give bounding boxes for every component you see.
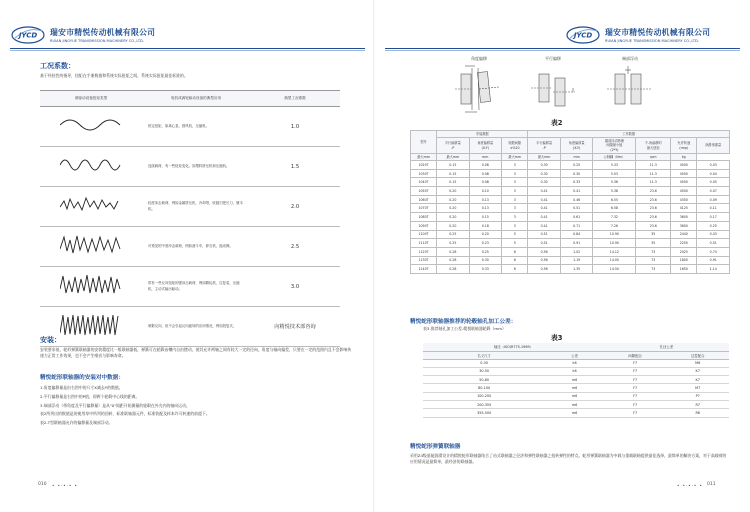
spec-cell: 1.02 [560, 247, 592, 256]
fit-cell: m6 [545, 384, 604, 392]
spec-cell: 0.91 [697, 256, 730, 265]
spec-cell: 0.25 [469, 247, 501, 256]
spec-unit: rpm [636, 153, 671, 160]
bore-tolerance-subtitle: 表3-推荐轴孔加工公差-精悦联轴器轮毂（mm） [423, 326, 506, 331]
model-cell: 1140T [411, 265, 437, 274]
model-cell: 1070T [411, 204, 437, 213]
spec-cell: 0.74 [697, 247, 730, 256]
spec-cell: 5.03 [593, 169, 636, 178]
spec-cell: 0.51 [528, 230, 560, 239]
fit-col-header: 过盈配合 [666, 351, 729, 359]
company-name-cn: 瑞安市精悦传动机械有限公司 [50, 28, 156, 37]
fit-cell: 80-100 [423, 384, 545, 392]
group-install-data: 安装数据 [437, 131, 528, 138]
spec-cell: 0.41 [528, 213, 560, 222]
spec-cell: 0.23 [469, 239, 501, 248]
service-factor-value: 1.0 [250, 107, 340, 147]
spec-col-header: 角度偏移量 (X-Y) [469, 138, 501, 154]
spec-cell: 4350 [671, 195, 697, 204]
table-row [40, 227, 340, 267]
spec-col-header: 润滑剂重量 [697, 138, 730, 154]
spec-cell: 0.20 [437, 204, 469, 213]
model-cell: 1110T [411, 239, 437, 248]
table-row [411, 239, 730, 248]
install-title: 安装： [40, 336, 61, 344]
company-logo [10, 24, 46, 46]
group-shaft-dia: 轴径（ISO/R775-1969） [423, 343, 604, 351]
spec-col-header: 允许转速 (rmp) [671, 138, 697, 154]
spec-cell: 6 [502, 247, 528, 256]
logo-text: JYCD [18, 31, 38, 40]
spec-cell: 0.08 [469, 161, 501, 170]
service-factor-value: 2.5 [250, 227, 340, 267]
table2-caption: 表2 [551, 119, 563, 127]
fit-col-header: 名义尺寸 [423, 351, 545, 359]
fit-cell: 355-500 [423, 409, 545, 417]
fit-cell: 50-80 [423, 376, 545, 384]
footer-dots-left: • •·•·• • [52, 483, 78, 488]
spec-cell: 23.6 [636, 187, 671, 196]
spec-cell: 1.14 [697, 265, 730, 274]
work-condition-title: 工况系数： [40, 62, 75, 70]
spec-cell: 0.51 [560, 204, 592, 213]
spec-cell: 5.36 [593, 178, 636, 187]
spec-cell: 5 [502, 230, 528, 239]
spec-cell: 5.38 [593, 187, 636, 196]
spec-cell: 0.17 [697, 213, 730, 222]
service-factor-value: 向精悦技术部咨询 [250, 307, 340, 347]
fit-cell: M6 [666, 359, 729, 367]
table-row [411, 256, 730, 265]
spec-cell: 23.6 [636, 221, 671, 230]
fit-cell: F7 [604, 384, 667, 392]
fit-cell: k6 [545, 367, 604, 375]
fit-cell: F7 [604, 367, 667, 375]
spec-unit: 最大mm [528, 153, 560, 160]
spec-unit: mm [560, 153, 592, 160]
spec-cell: 3 [502, 178, 528, 187]
fit-cell: F7 [604, 392, 667, 400]
spec-cell: 6.58 [593, 204, 636, 213]
logo-text: JYCD [573, 31, 593, 40]
table-row [423, 409, 729, 417]
typical-application: 连续载荷，有一些扭矩变化。如塑料挤压机和压缩机。 [142, 147, 250, 187]
table-row [40, 307, 340, 347]
typical-application: 可预见的中度冲击载荷，例如凿斗车，碎石机，振动筛。 [142, 227, 250, 267]
spec-unit: 最大mm [411, 153, 437, 160]
company-logo [565, 24, 601, 46]
table-row [423, 359, 729, 367]
spec-cell: 11.3 [636, 161, 671, 170]
spec-cell: 0.56 [528, 265, 560, 274]
model-cell: 1100T [411, 230, 437, 239]
spec-cell: 2440 [671, 230, 697, 239]
table-row [411, 221, 730, 230]
spec-cell: 2250 [671, 239, 697, 248]
col-typical-app: 电机或涡轮驱动设备的典型应用 [142, 91, 250, 107]
page-number-right: 011 [707, 482, 716, 487]
spec-cell: 3 [502, 221, 528, 230]
spec-col-header: 端部浮动物理 间隙最小值 (2*Y) [593, 138, 636, 154]
spec-cell: 14.50 [593, 265, 636, 274]
spec-cell: 73 [636, 256, 671, 265]
header-rule [10, 48, 365, 49]
spec-cell: 6 [502, 256, 528, 265]
table-row [40, 147, 340, 187]
brand-header-left [10, 24, 155, 46]
spec-cell: 3 [502, 204, 528, 213]
spec-cell: 0.08 [469, 178, 501, 187]
spec-cell: 0.10 [469, 187, 501, 196]
spec-cell: 3 [502, 161, 528, 170]
spec-cell: 0.41 [560, 187, 592, 196]
spring-coupling-text: 采用Z4级基能润滑设计的精悦蛇形联轴器结合了齿式联轴器之径济和弹性联轴器之扭转弹性的特点。蛇形弹簧联轴器为中载与重载联轴提供最佳选择，最简单的解决方案，对于高载荷的应用情况是最简单，最经济的联轴器。 [410, 453, 727, 465]
angular-misalignment-icon [455, 66, 499, 112]
spec-col-header: 角度偏移量 (X-Y) [560, 138, 592, 154]
spec-cell: 11.3 [636, 169, 671, 178]
spec-col-header: 不-角偏移时 最大扭矩 [636, 138, 671, 154]
spec-cell: 0.43 [697, 230, 730, 239]
spec-cell: 73 [636, 247, 671, 256]
model-cell: 1060T [411, 195, 437, 204]
parallel-misalignment-icon [531, 74, 575, 106]
fit-cell: F7 [604, 359, 667, 367]
spec-cell: 10.90 [593, 239, 636, 248]
install-step: 表2所列出的数值是的使用寿中所列的回转，标准联轴器元件，标准装配及样本许可转速的前提下。 [40, 411, 210, 417]
spec-cell: 7.32 [593, 213, 636, 222]
table-row [423, 376, 729, 384]
header-rule-thin [385, 50, 740, 51]
page-number-left: 010 [38, 482, 47, 487]
spec-cell: 0.20 [437, 195, 469, 204]
spec-cell: 0.25 [560, 161, 592, 170]
spec-unit: 最大mm [437, 153, 469, 160]
spec-cell: 0.20 [437, 213, 469, 222]
bore-tolerance-table [423, 343, 729, 418]
install-align-subtitle: 精悦蛇形联轴器的安装对中数据： [40, 375, 124, 381]
fit-cell: F7 [604, 400, 667, 408]
spec-cell: 23.6 [636, 195, 671, 204]
fit-cell: R8 [666, 409, 729, 417]
spec-cell: 0.09 [697, 195, 730, 204]
company-name-en: RUIAN JINGYUE TRANSMISSION MACHINERY CO.,LTD. [50, 39, 144, 43]
table-row [411, 265, 730, 274]
spec-cell: 1.35 [560, 265, 592, 274]
spec-cell: 0.33 [469, 265, 501, 274]
spec-cell: 0.41 [528, 195, 560, 204]
table3-caption: 表3 [551, 334, 563, 342]
brand-header-right [565, 24, 710, 46]
spec-cell: 0.28 [437, 256, 469, 265]
table-row [411, 204, 730, 213]
fit-cell: R7 [666, 400, 729, 408]
misalignment-diagrams [455, 62, 675, 116]
service-factor-value: 3.0 [250, 267, 340, 307]
spec-cell: 0.46 [560, 195, 592, 204]
spec-cell: 11.3 [636, 178, 671, 187]
spec-cell: 0.30 [469, 256, 501, 265]
spec-cell: 0.15 [469, 213, 501, 222]
group-work-data: 工作数据 [528, 131, 730, 138]
col-torque-type: 被驱动设备扭矩类型 [40, 91, 142, 107]
spiky-wave-icon [40, 267, 142, 307]
group-hole-tolerance: 孔径公差 [604, 343, 729, 351]
right-page [375, 0, 750, 512]
spec-cell: 1.19 [560, 256, 592, 265]
model-cell: 1050T [411, 187, 437, 196]
company-name-en: RUIAN JINGYUE TRANSMISSION MACHINERY CO.,LTD. [605, 39, 699, 43]
spec-col-header: 平行偏移量 -P [437, 138, 469, 154]
spec-cell: 2025 [671, 247, 697, 256]
spec-cell: 1650 [671, 265, 697, 274]
spec-cell: 0.30 [528, 178, 560, 187]
fit-cell: F7 [604, 409, 667, 417]
spec-cell: 0.08 [469, 169, 501, 178]
spec-cell: 0.03 [697, 161, 730, 170]
spec-cell: 0.41 [528, 204, 560, 213]
fit-cell: 0-30 [423, 359, 545, 367]
spec-cell: 4125 [671, 204, 697, 213]
install-step: 1.角度偏移量是由右图中的尺寸X减去Y的数值。 [40, 385, 123, 390]
spec-cell: 0.13 [469, 195, 501, 204]
spec-cell: 0.05 [697, 178, 730, 187]
spec-cell: 0.15 [437, 169, 469, 178]
typical-application: 带有一些反向扭矩的强冲击载荷，例如精轧机，往复泵，压缩机，主动式输出驱动。 [142, 267, 250, 307]
spec-cell: 0.33 [560, 178, 592, 187]
spec-cell: 23.6 [636, 204, 671, 213]
spec-cell: 0.28 [437, 247, 469, 256]
diagram-label-endfloat: 端部浮动 [622, 56, 638, 61]
spec-cell: 0.25 [437, 230, 469, 239]
spec-cell: 23.6 [636, 213, 671, 222]
medium-wave-icon [40, 147, 142, 187]
spec-cell: 0.07 [697, 187, 730, 196]
spec-cell: 1800 [671, 256, 697, 265]
table-row [411, 213, 730, 222]
table-row [411, 230, 730, 239]
model-cell: 1020T [411, 161, 437, 170]
spec-cell: 0.11 [697, 204, 730, 213]
fit-cell: m6 [545, 392, 604, 400]
fit-col-header: 公差 [545, 351, 604, 359]
spec-cell: 0.91 [560, 239, 592, 248]
spec-cell: 0.41 [528, 221, 560, 230]
typical-application: 恒定扭矩，如离心泵，鼓风机，压缩机。 [142, 107, 250, 147]
diagram-label-parallel: 平行偏移 [545, 56, 561, 61]
spec-cell: 4500 [671, 187, 697, 196]
table-row [40, 267, 340, 307]
spec-cell: 0.30 [528, 169, 560, 178]
spec-cell: 0.25 [697, 221, 730, 230]
spec-cell: 0.15 [437, 178, 469, 187]
spec-cell: 0.25 [437, 239, 469, 248]
service-factor-value: 2.0 [250, 187, 340, 227]
spec-cell: 0.15 [437, 161, 469, 170]
table-row [411, 187, 730, 196]
spec-cell: 3 [502, 169, 528, 178]
spec-cell: 73 [636, 265, 671, 274]
spec-cell: 0.56 [528, 247, 560, 256]
footer-dots-right: • •·•·• • [677, 483, 703, 488]
spec-cell: 0.13 [469, 204, 501, 213]
spec-cell: 0.20 [469, 230, 501, 239]
spec-cell: 0.61 [560, 213, 592, 222]
spec-cell: 3600 [671, 213, 697, 222]
spec-cell: 0.28 [437, 265, 469, 274]
spec-cell: 0.41 [528, 187, 560, 196]
spec-cell: 0.20 [437, 187, 469, 196]
spec-cell: 14.00 [593, 256, 636, 265]
spec-cell: 14.12 [593, 247, 636, 256]
fit-cell: 200-355 [423, 400, 545, 408]
col-service-factor: 典型工况系数 [250, 91, 340, 107]
spec-cell: 4500 [671, 169, 697, 178]
spring-coupling-title: 精悦蛇形弹簧联轴器 [410, 444, 461, 450]
spec-cell: 35 [636, 230, 671, 239]
work-condition-intro: 基于经验性的指导，扭矩在手册数值和系统实际扭矩之间，系统实际扭矩最佳标准的。 [40, 73, 188, 78]
table-row [411, 247, 730, 256]
table-row [411, 178, 730, 187]
spec-cell: 3600 [671, 221, 697, 230]
smooth-wave-icon [40, 107, 142, 147]
end-float-icon [607, 66, 651, 104]
spec-cell: 3 [502, 195, 528, 204]
spec-cell: 6 [502, 265, 528, 274]
spec-cell: 35 [636, 239, 671, 248]
install-text: 安装要求低，轮形弹簧联轴器的安装精度比一般联轴器低，弹簧可在轮毂齿槽内自由摆动，使其允许两轴之间有较大一定的径向，角度与轴向偏差，只要在一定的范围内且不会影响传递力正常工作效果，也不会产生噪音与影响寿命。 [40, 347, 352, 359]
spec-unit: mm [469, 153, 501, 160]
fit-cell: M7 [666, 384, 729, 392]
typical-application: 轻度冲击载荷，例如金属挤压机，冷却塔，收割扫把长刀，屠木机。 [142, 187, 250, 227]
header-rule-thin [10, 50, 365, 51]
fit-cell: k6 [545, 359, 604, 367]
fit-cell: F7 [604, 376, 667, 384]
table-row [411, 169, 730, 178]
spec-col-header: 平行偏移量 -P [528, 138, 560, 154]
diagram-label-angular: 角度偏移 [471, 56, 487, 61]
spec-cell: 4500 [671, 178, 697, 187]
typical-application: 频繁反向，但不会引起反向旋转的应用情况，例如投复式。 [142, 307, 250, 347]
table-row [411, 195, 730, 204]
spec-cell: 0.04 [697, 169, 730, 178]
spec-cell: 0.71 [560, 221, 592, 230]
model-cell: 1030T [411, 169, 437, 178]
misalignment-spec-table [410, 130, 730, 274]
install-step: 3.端部浮动（带角度及平行偏移量）是从"0"间距开始测量的轮毂在外壳内的轴向运动。 [40, 402, 190, 408]
spec-cell: 6.55 [593, 195, 636, 204]
spec-cell: 0.56 [528, 256, 560, 265]
fit-cell: m6 [545, 376, 604, 384]
table-row [423, 400, 729, 408]
fit-cell: m6 [545, 409, 604, 417]
spec-cell: 0.84 [560, 230, 592, 239]
service-factor-value: 1.5 [250, 147, 340, 187]
spec-cell: 7.26 [593, 221, 636, 230]
spec-cell: 10.90 [593, 230, 636, 239]
spec-cell: 5.33 [593, 161, 636, 170]
table-row [423, 392, 729, 400]
spec-unit: 最大mm [502, 153, 528, 160]
work-condition-table [40, 90, 340, 347]
fit-cell: K7 [666, 376, 729, 384]
install-step: 表2-T型联轴器允许的偏移量及端部浮动。 [40, 420, 113, 426]
fit-cell: 100-200 [423, 392, 545, 400]
header-rule [385, 48, 740, 49]
spec-cell: 0.18 [469, 221, 501, 230]
model-cell: 1080T [411, 213, 437, 222]
spec-cell: 0.51 [528, 239, 560, 248]
fit-cell: P7 [666, 392, 729, 400]
install-steps [40, 384, 352, 428]
spec-cell: 0.51 [697, 239, 730, 248]
fit-cell: m6 [545, 400, 604, 408]
bore-tolerance-title: 精悦蛇形联轴器推荐的轮毂轴孔加工公差： [410, 319, 517, 325]
table-row [423, 367, 729, 375]
col-model: 型号 [411, 131, 437, 154]
model-cell: 1040T [411, 178, 437, 187]
fit-cell: 30-50 [423, 367, 545, 375]
model-cell: 1090T [411, 221, 437, 230]
table-row [40, 187, 340, 227]
table-row [423, 384, 729, 392]
spec-col-header: 轮毂间隙 ±%10 [502, 138, 528, 154]
company-name-cn: 瑞安市精悦传动机械有限公司 [605, 28, 711, 37]
spec-unit: 公制翻（Nm） [593, 153, 636, 160]
spec-cell: 0.30 [528, 161, 560, 170]
spec-unit: kg [671, 153, 697, 160]
spec-cell: 5 [502, 239, 528, 248]
fit-col-header: 间隙配合 [604, 351, 667, 359]
table-row [411, 161, 730, 170]
table-row [40, 107, 340, 147]
spec-cell: 4500 [671, 161, 697, 170]
spec-cell: 0.20 [437, 221, 469, 230]
spec-cell: 3 [502, 187, 528, 196]
fit-cell: K7 [666, 367, 729, 375]
model-cell: 1120T [411, 247, 437, 256]
irregular-wave-icon [40, 187, 142, 227]
install-step: 2.平行偏移量是右图中的P值，即两个轮毂中心线的距离。 [40, 393, 140, 399]
spec-cell: 3 [502, 213, 528, 222]
sharp-wave-icon [40, 227, 142, 267]
model-cell: 1130T [411, 256, 437, 265]
spec-cell: 0.30 [560, 169, 592, 178]
